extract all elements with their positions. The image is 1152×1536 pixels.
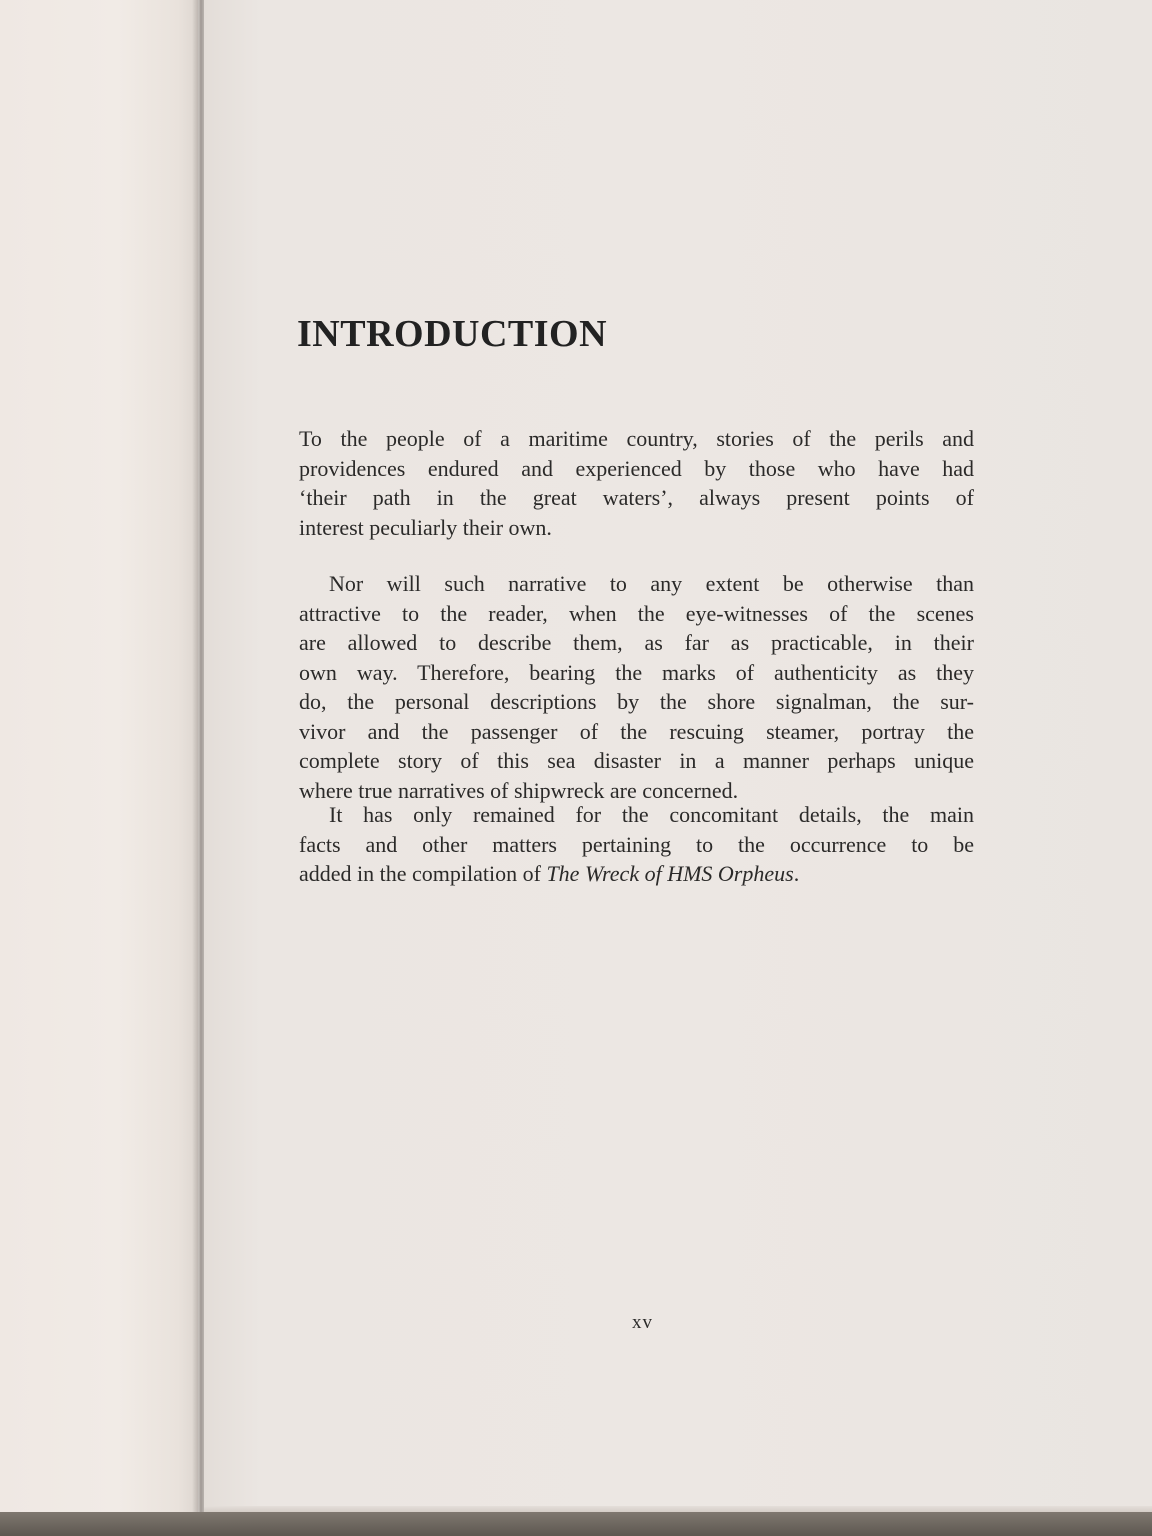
text-line: attractive to the reader, when the eye-witnesses of the scenes — [299, 600, 974, 626]
text-line: do, the personal descriptions by the shore signalman, the sur- — [299, 689, 974, 714]
text-run: . — [793, 861, 800, 886]
text-line: interest peculiarly their own. — [299, 514, 552, 540]
book-title: The Wreck of HMS Orpheus — [546, 861, 794, 886]
text-line: It has only remained for the concomitant details, the main — [329, 802, 974, 827]
text-line: complete story of this sea disaster in a manner perhaps unique — [299, 748, 974, 773]
text-line: Nor will such narrative to any extent be otherwise than — [329, 571, 974, 596]
paragraph-1 — [299, 424, 974, 542]
left-page — [0, 0, 198, 1536]
page-number: xv — [632, 1312, 653, 1333]
text-run: added in the compilation of — [299, 861, 547, 886]
text-line: where true narratives of shipwreck are concerned. — [299, 777, 739, 803]
paragraph-2 — [299, 569, 974, 805]
page-title: INTRODUCTION — [297, 313, 608, 355]
text-line: providences endured and experienced by those who have had — [299, 455, 974, 481]
text-line: To the people of a maritime country, stories of the perils and — [299, 426, 974, 451]
paragraph-3 — [299, 800, 974, 889]
text-line: are allowed to describe them, as far as practicable, in their — [299, 630, 974, 655]
text-line: facts and other matters pertaining to the occurrence to be — [299, 831, 974, 857]
text-line-last — [299, 859, 974, 889]
table-surface — [0, 1512, 1152, 1536]
text-line: own way. Therefore, bearing the marks of authenticity as they — [299, 659, 974, 685]
text-line: ‘their path in the great waters’, always present points of — [299, 485, 974, 510]
text-line: vivor and the passenger of the rescuing steamer, portray the — [299, 718, 974, 744]
